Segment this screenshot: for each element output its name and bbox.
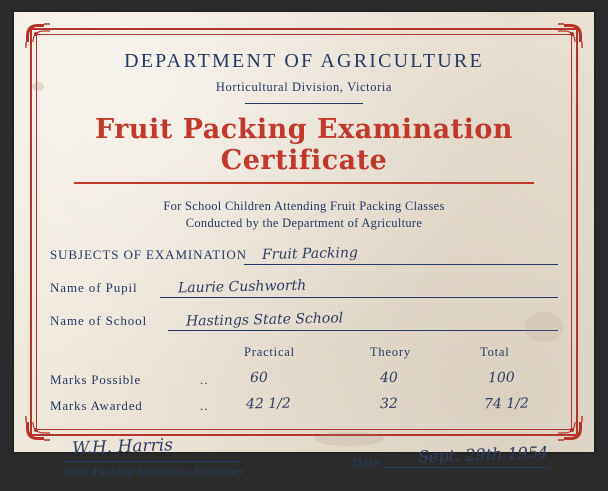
field-name-of-pupil bbox=[50, 278, 558, 298]
examiner-signature: W.H. Harris bbox=[71, 435, 174, 459]
certificate-document bbox=[14, 12, 594, 478]
certificate-subtitle bbox=[50, 198, 558, 232]
cell-theory: 40 bbox=[379, 369, 398, 387]
date-value: Sept. 29th 1954 bbox=[417, 442, 549, 467]
cell-total: 100 bbox=[487, 369, 515, 387]
certificate-title: Fruit Packing Examination Certificate bbox=[94, 114, 514, 176]
signature-caption: Fruit Packing Instructor, Examiner bbox=[64, 464, 245, 478]
cell-theory: 32 bbox=[379, 395, 398, 413]
column-header-theory: Theory bbox=[370, 345, 411, 359]
row-dots: .. bbox=[200, 398, 209, 413]
row-label-marks-awarded: Marks Awarded bbox=[50, 398, 143, 413]
heading-divider bbox=[245, 103, 363, 104]
field-value: Laurie Cushworth bbox=[177, 277, 307, 297]
column-header-practical: Practical bbox=[244, 345, 295, 359]
subtitle-line-1: For School Children Attending Fruit Packing Classes bbox=[163, 199, 445, 213]
certificate-footer bbox=[50, 435, 558, 491]
field-value: Fruit Packing bbox=[261, 244, 359, 264]
table-row bbox=[50, 395, 558, 421]
column-header-total: Total bbox=[480, 345, 510, 359]
field-subjects-of-examination bbox=[50, 245, 558, 265]
subtitle-line-2: Conducted by the Department of Agriculture bbox=[185, 216, 423, 230]
signature-rule bbox=[64, 461, 244, 462]
field-label: Name of School bbox=[50, 313, 148, 328]
title-divider bbox=[74, 182, 534, 184]
division-subheading: Horticultural Division, Victoria bbox=[215, 80, 393, 94]
field-rule bbox=[244, 264, 558, 265]
field-rule bbox=[160, 297, 558, 298]
row-dots: .. bbox=[200, 372, 209, 387]
department-heading: DEPARTMENT OF AGRICULTURE bbox=[124, 50, 484, 72]
date-label: Date bbox=[352, 455, 380, 470]
date-rule bbox=[382, 467, 550, 468]
field-name-of-school bbox=[50, 311, 558, 331]
cell-practical: 42 1/2 bbox=[245, 395, 291, 413]
cell-practical: 60 bbox=[249, 369, 268, 387]
field-label: SUBJECTS OF EXAMINATION bbox=[50, 247, 247, 262]
field-label: Name of Pupil bbox=[50, 280, 138, 295]
cell-total: 74 1/2 bbox=[483, 395, 529, 413]
field-value: Hastings State School bbox=[185, 310, 344, 330]
table-row bbox=[50, 369, 558, 395]
field-rule bbox=[168, 330, 558, 331]
marks-table bbox=[50, 345, 558, 421]
table-header-row bbox=[50, 345, 558, 369]
row-label-marks-possible: Marks Possible bbox=[50, 372, 142, 387]
